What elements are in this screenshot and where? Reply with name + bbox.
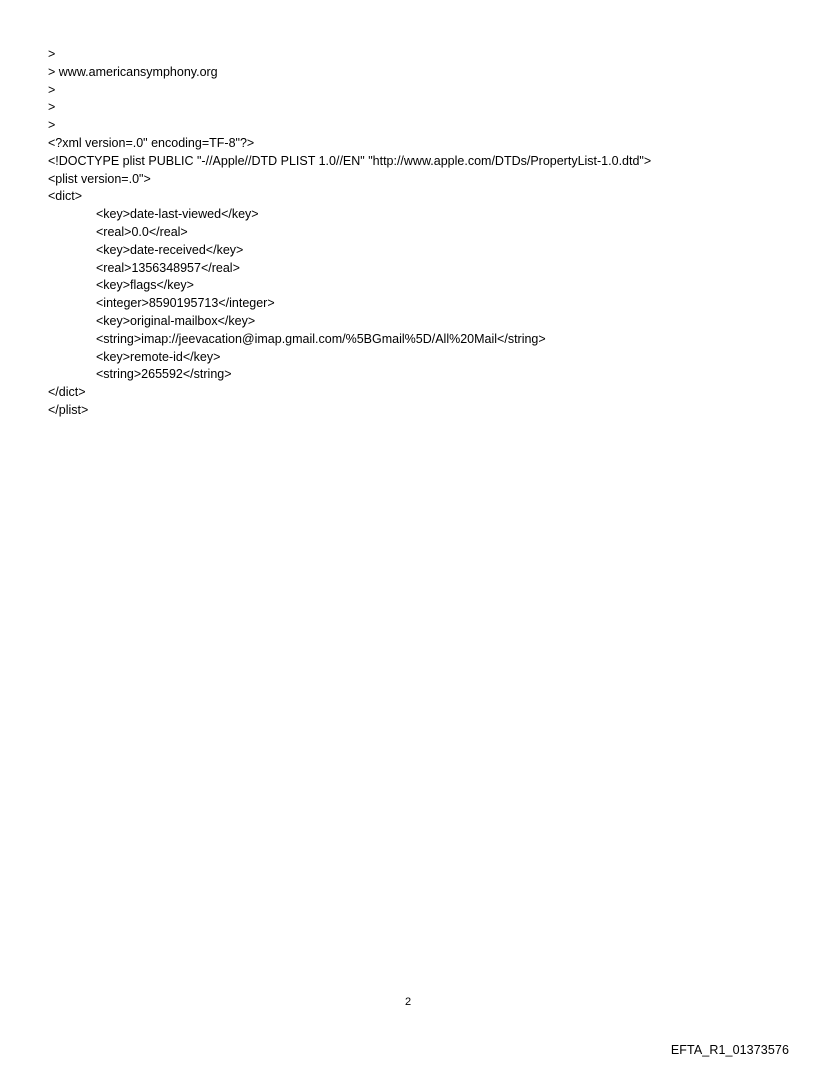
plist-value: <string>265592</string> — [96, 367, 232, 382]
dict-open-tag: <dict> — [48, 189, 83, 204]
plist-key: <key>date-received</key> — [96, 242, 244, 257]
quote-line: > — [48, 82, 56, 97]
plist-open-tag: <plist version=.0"> — [48, 171, 151, 186]
website-line: > www.americansymphony.org — [48, 64, 218, 79]
document-body — [48, 46, 788, 420]
xml-declaration: <?xml version=.0" encoding=TF-8"?> — [48, 135, 255, 150]
doctype-line: <!DOCTYPE plist PUBLIC "-//Apple//DTD PLIST 1.0//EN" "http://www.apple.com/DTDs/PropertyList-1.0.dtd"> — [48, 153, 652, 168]
quote-line: > — [48, 47, 56, 61]
plist-value: <string>imap://jeevacation@imap.gmail.com/%5BGmail%5D/All%20Mail</string> — [96, 331, 546, 346]
quote-line: > — [48, 118, 56, 133]
dict-close-tag: </dict> — [48, 385, 86, 400]
plist-close-tag: </plist> — [48, 402, 89, 417]
plist-value: <integer>8590195713</integer> — [96, 296, 275, 311]
plist-key: <key>original-mailbox</key> — [96, 313, 256, 328]
plist-key: <key>flags</key> — [96, 278, 194, 293]
page-number: 2 — [404, 996, 412, 1008]
quote-line: > — [48, 100, 56, 115]
plist-value: <real>1356348957</real> — [96, 260, 240, 275]
document-id: EFTA_R1_01373576 — [670, 1043, 789, 1057]
plist-key: <key>date-last-viewed</key> — [96, 207, 259, 222]
plist-value: <real>0.0</real> — [96, 224, 188, 239]
plist-key: <key>remote-id</key> — [96, 349, 221, 364]
